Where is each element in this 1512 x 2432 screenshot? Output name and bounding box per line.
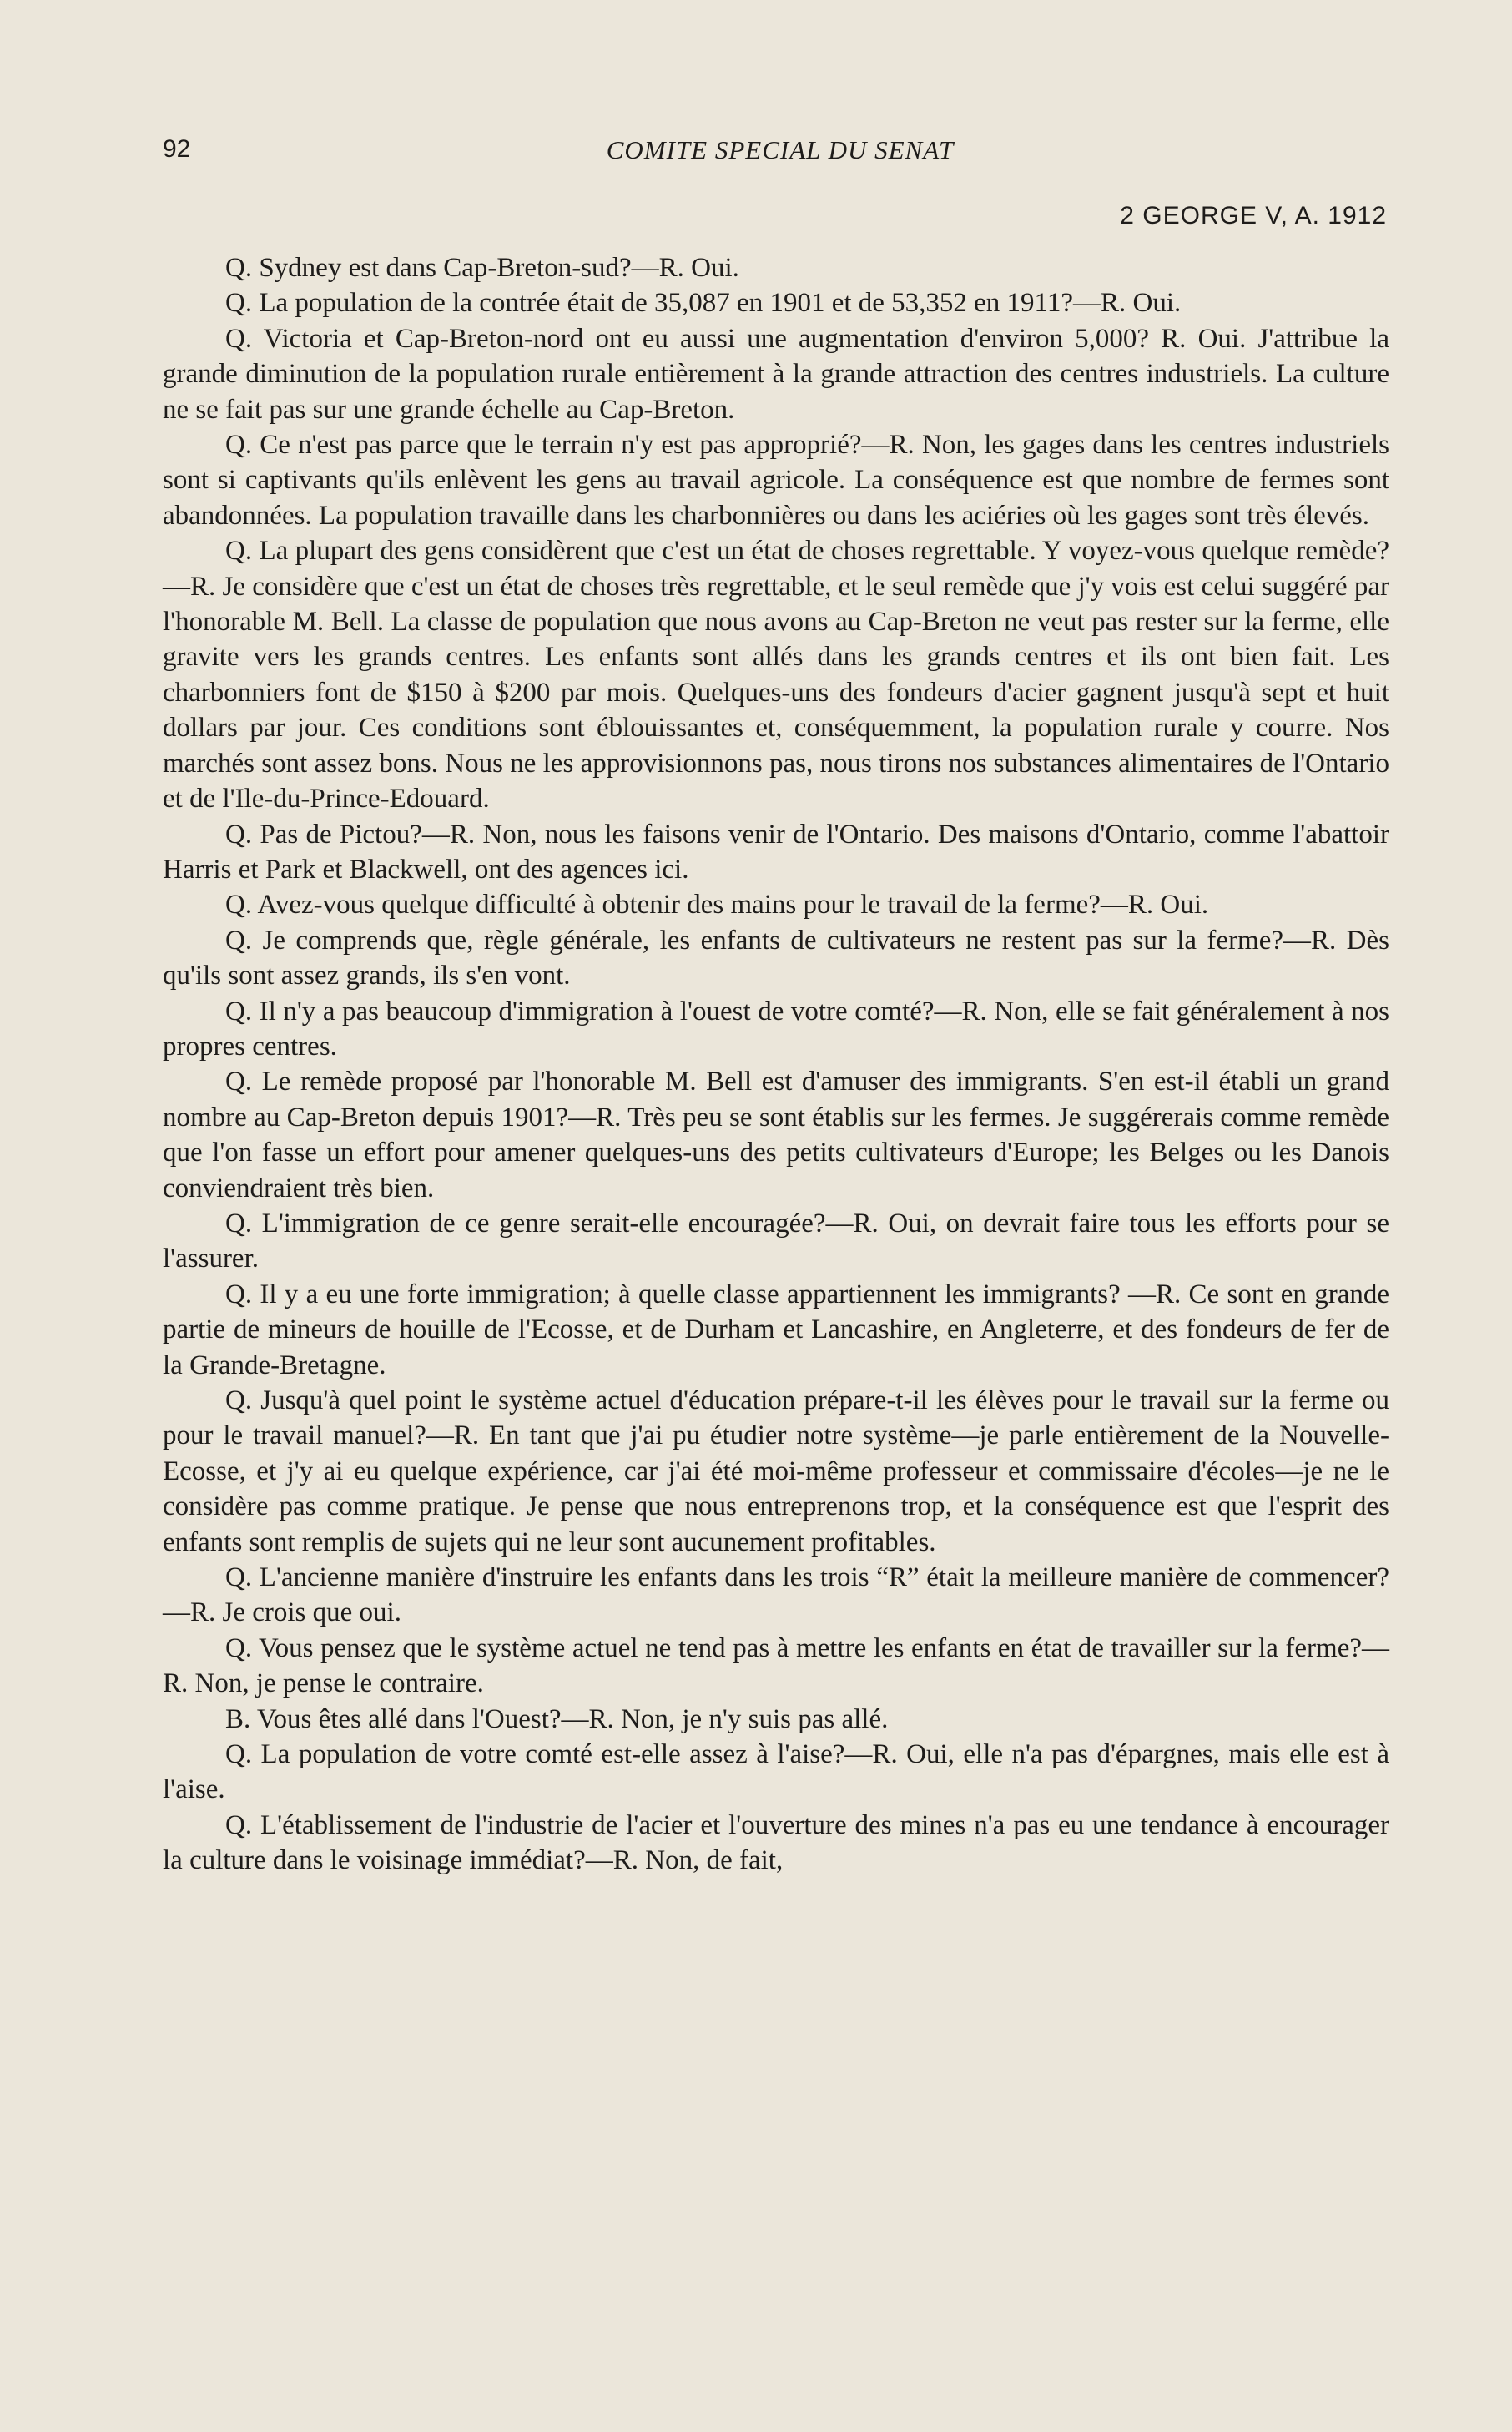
testimony-paragraph: Q. Victoria et Cap-Breton-nord ont eu aussi une augmentation d'environ 5,000? R. Oui. J'attribue la grande diminution de la population rurale entièrement à la grande attraction des centres industriels. La culture ne se fait pas sur une grande échelle au Cap-Breton.	[163, 323, 1389, 425]
testimony-paragraph: Q. Ce n'est pas parce que le terrain n'y est pas approprié?—R. Non, les gages dans les centres industriels sont si captivants qu'ils enlèvent les gens au travail agricole. La conséquence est que nombre de fermes sont abandonnées. La population travaille dans les charbonnières ou dans les aciéries où les gages sont très élevés.	[163, 430, 1389, 531]
page-header	[163, 135, 1389, 177]
body-text	[163, 250, 1389, 1879]
testimony-paragraph: Q. La population de votre comté est-elle assez à l'aise?—R. Oui, elle n'a pas d'épargnes, mais elle est à l'aise.	[163, 1739, 1389, 1805]
running-title: COMITE SPECIAL DU SENAT	[606, 135, 955, 164]
testimony-paragraph: Q. L'immigration de ce genre serait-elle encouragée?—R. Oui, on devrait faire tous les efforts pour se l'assurer.	[163, 1208, 1389, 1274]
testimony-paragraph: Q. Il y a eu une forte immigration; à quelle classe appartiennent les immigrants? —R. Ce sont en grande partie de mineurs de houille de l'Ecosse, et de Durham et Lancashire, en Angleterre, et des fondeurs de fer de la Grande-Bretagne.	[163, 1279, 1389, 1380]
testimony-paragraph: Q. L'établissement de l'industrie de l'acier et l'ouverture des mines n'a pas eu une tendance à encourager la culture dans le voisinage immédiat?—R. Non, de fait,	[163, 1809, 1389, 1876]
testimony-paragraph: Q. Je comprends que, règle générale, les enfants de cultivateurs ne restent pas sur la ferme?—R. Dès qu'ils sont assez grands, ils s'en vont.	[163, 925, 1389, 991]
testimony-paragraph: Q. Pas de Pictou?—R. Non, nous les faisons venir de l'Ontario. Des maisons d'Ontario, comme l'abattoir Harris et Park et Blackwell, ont des agences ici.	[163, 819, 1389, 885]
testimony-paragraph: Q. Jusqu'à quel point le système actuel d'éducation prépare-t-il les élèves pour le travail sur la ferme ou pour le travail manuel?—R. En tant que j'ai pu étudier notre système—je parle entièrement de la Nouvelle-Ecosse, et j'y ai eu quelque expérience, car j'ai été moi-même professeur et commissaire d'écoles—je ne le considère pas comme pratique. Je pense que nous entreprenons trop, et la conséquence est que l'esprit des enfants sont remplis de sujets qui ne leur sont aucunement profitables.	[163, 1385, 1389, 1557]
testimony-paragraph: Q. La population de la contrée était de 35,087 en 1901 et de 53,352 en 1911?—R. Oui.	[225, 288, 1182, 319]
testimony-paragraph: Q. Le remède proposé par l'honorable M. Bell est d'amuser des immigrants. S'en est-il établi un grand nombre au Cap-Breton depuis 1901?—R. Très peu se sont établis sur les fermes. Je suggérerais comme remède que l'on fasse un effort pour amener quelques-uns des petits cultivateurs d'Europe; les Belges ou les Danois conviendraient très bien.	[163, 1067, 1389, 1203]
testimony-paragraph: Q. Avez-vous quelque difficulté à obtenir des mains pour le travail de la ferme?—R. Oui.	[225, 890, 1209, 921]
testimony-paragraph: Q. L'ancienne manière d'instruire les enfants dans les trois “R” était la meilleure manière de commencer?—R. Je crois que oui.	[163, 1562, 1389, 1628]
page-number: 92	[163, 135, 191, 163]
testimony-paragraph: Q. Vous pensez que le système actuel ne tend pas à mettre les enfants en état de travailler sur la ferme?—R. Non, je pense le contraire.	[163, 1632, 1389, 1699]
testimony-paragraph: Q. Sydney est dans Cap-Breton-sud?—R. Oui.	[225, 253, 739, 283]
testimony-paragraph: Q. La plupart des gens considèrent que c'est un état de choses regrettable. Y voyez-vous quelque remède?—R. Je considère que c'est un état de choses très regrettable, et le seul remède que j'y vois est celui suggéré par l'honorable M. Bell. La classe de population que nous avons au Cap-Breton ne veut pas rester sur la ferme, elle gravite vers les grands centres. Les enfants sont allés dans les grands centres et ils ont bien fait. Les charbonniers font de $150 à $200 par mois. Quelques-uns des fondeurs d'acier gagnent jusqu'à sept et huit dollars par jour. Ces conditions sont éblouissantes et, conséquemment, la population rurale y courre. Nos marchés sont assez bons. Nous ne les approvisionnons pas, nous tirons nos substances alimentaires de l'Ontario et de l'Ile-du-Prince-Edouard.	[163, 536, 1389, 815]
testimony-paragraph: Q. Il n'y a pas beaucoup d'immigration à l'ouest de votre comté?—R. Non, elle se fait généralement à nos propres centres.	[163, 996, 1389, 1062]
testimony-paragraph: B. Vous êtes allé dans l'Ouest?—R. Non, je n'y suis pas allé.	[225, 1703, 889, 1734]
session-label: 2 GEORGE V, A. 1912	[1120, 202, 1387, 230]
